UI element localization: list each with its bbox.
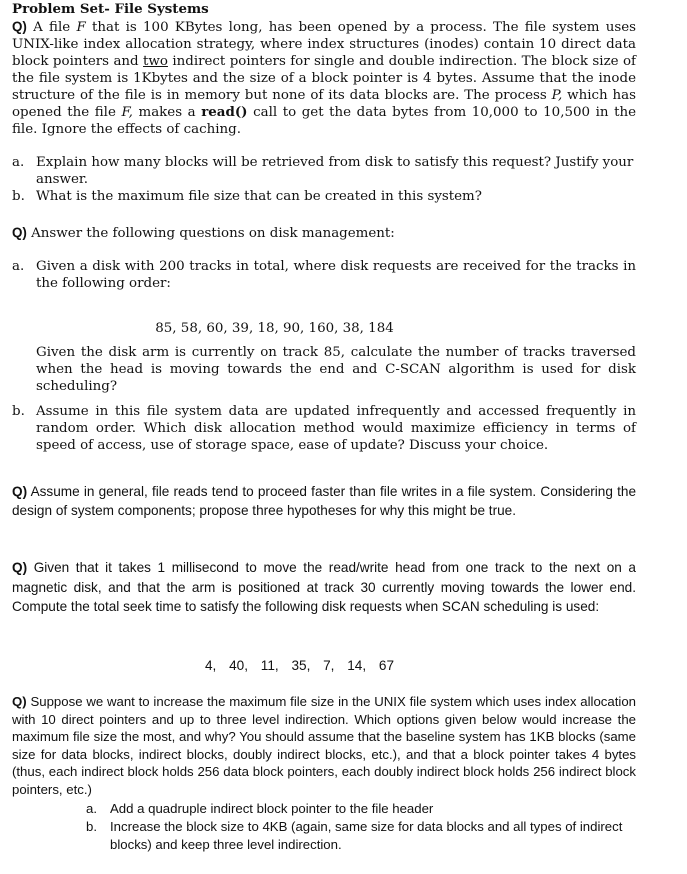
item-marker: b.: [12, 189, 25, 204]
item-marker: a.: [12, 155, 25, 170]
list-item: [12, 154, 636, 188]
q1-text-part: read(): [201, 104, 248, 120]
question-5-items: [86, 800, 638, 854]
question-2-item-b: [12, 403, 636, 454]
list-item: [12, 258, 636, 292]
item-text: Assume in this file system data are updated infrequently and accessed frequently in random order. Which disk allocation method would maximize efficiency in terms of speed of access, use of storage space, ease of update? Discuss your choice.: [36, 404, 636, 453]
q1-text-part: which has opened the file: [12, 88, 636, 120]
disk-request-sequence: 4, 40, 11, 35, 7, 14, 67: [205, 658, 395, 673]
item-marker: a.: [86, 801, 97, 816]
question-4: [12, 558, 636, 617]
page-title: Problem Set- File Systems: [12, 1, 209, 17]
item-text: What is the maximum file size that can be created in this system?: [36, 189, 482, 204]
question-5: [12, 693, 636, 799]
q1-text-part: call to get the data bytes from 10,000 to 10,500 in the file. Ignore the effects of caching.: [12, 105, 636, 137]
q5-text: Suppose we want to increase the maximum file size in the UNIX file system which uses index allocation with 10 direct pointers and up to three level indirection. Which options given below would increase the maximum file size the most, and why? You should assume that the baseline system has 1KB blocks (same size for data blocks, indirect blocks, doubly indirect blocks, etc.), and that a block pointer takes 4 bytes (thus, each indirect block holds 256 data block pointers, each doubly indirect block holds 256 indirect block pointers, etc.): [12, 694, 636, 797]
question-marker: Q): [12, 694, 27, 709]
q1-text-part: A file: [33, 20, 77, 35]
q3-text: Assume in general, file reads tend to proceed faster than file writes in a file system. Considering the design of system components; propose three hypotheses for why this might be true.: [12, 484, 637, 518]
item-text: Explain how many blocks will be retrieved from disk to satisfy this request? Justify your answer.: [36, 155, 634, 187]
question-3: [12, 482, 636, 520]
list-item: [86, 818, 638, 854]
question-1: [12, 18, 636, 138]
q1-text-part: that is 100 KBytes long, has been opened by a process. The file system uses UNIX-like index allocation strategy, where index structures (inodes) contain 10 direct data block pointers and: [12, 20, 636, 69]
q1-text-part: indirect pointers for single and double indirection. The block size of the file system is 1Kbytes and the size of a block pointer is 4 bytes. Assume that the inode structure of the file is in memory but none of its data blocks are. The process: [12, 54, 636, 103]
q1-text-part: P,: [551, 88, 563, 103]
list-item: [86, 800, 638, 818]
item-marker: a.: [12, 259, 25, 274]
q1-text-part: two: [143, 54, 168, 69]
item-marker: b.: [86, 819, 97, 834]
item-text: Increase the block size to 4KB (again, same size for data blocks and all types of indirect blocks) and keep three level indirection.: [110, 819, 623, 852]
q2-heading: Answer the following questions on disk management:: [31, 226, 395, 241]
q1-text-part: makes a: [132, 105, 202, 120]
item-marker: b.: [12, 404, 25, 419]
track-request-sequence: 85, 58, 60, 39, 18, 90, 160, 38, 184: [155, 321, 394, 336]
question-2-item-a: [12, 258, 636, 292]
list-item: [12, 403, 636, 454]
q1-text-part: F,: [121, 105, 133, 120]
question-marker: Q): [12, 484, 28, 499]
item-text: Given a disk with 200 tracks in total, where disk requests are received for the tracks in the following order:: [36, 259, 636, 291]
question-marker: Q): [12, 560, 28, 575]
q2-item-a-followup: Given the disk arm is currently on track 85, calculate the number of tracks traversed when the head is moving towards the end and C-SCAN algorithm is used for disk scheduling?: [36, 345, 636, 394]
q1-text-part: F: [76, 20, 86, 35]
list-item: [12, 188, 636, 205]
question-1-items: [12, 154, 636, 205]
question-marker: Q): [12, 225, 27, 240]
question-marker: Q): [12, 19, 27, 34]
item-text: Add a quadruple indirect block pointer to the file header: [110, 801, 434, 816]
question-2: [12, 224, 636, 242]
q4-text: Given that it takes 1 millisecond to move the read/write head from one track to the next on a magnetic disk, and that the arm is positioned at track 30 currently moving towards the lower end. Compute the total seek time to satisfy the following disk requests when SCAN scheduling is used:: [12, 560, 636, 614]
